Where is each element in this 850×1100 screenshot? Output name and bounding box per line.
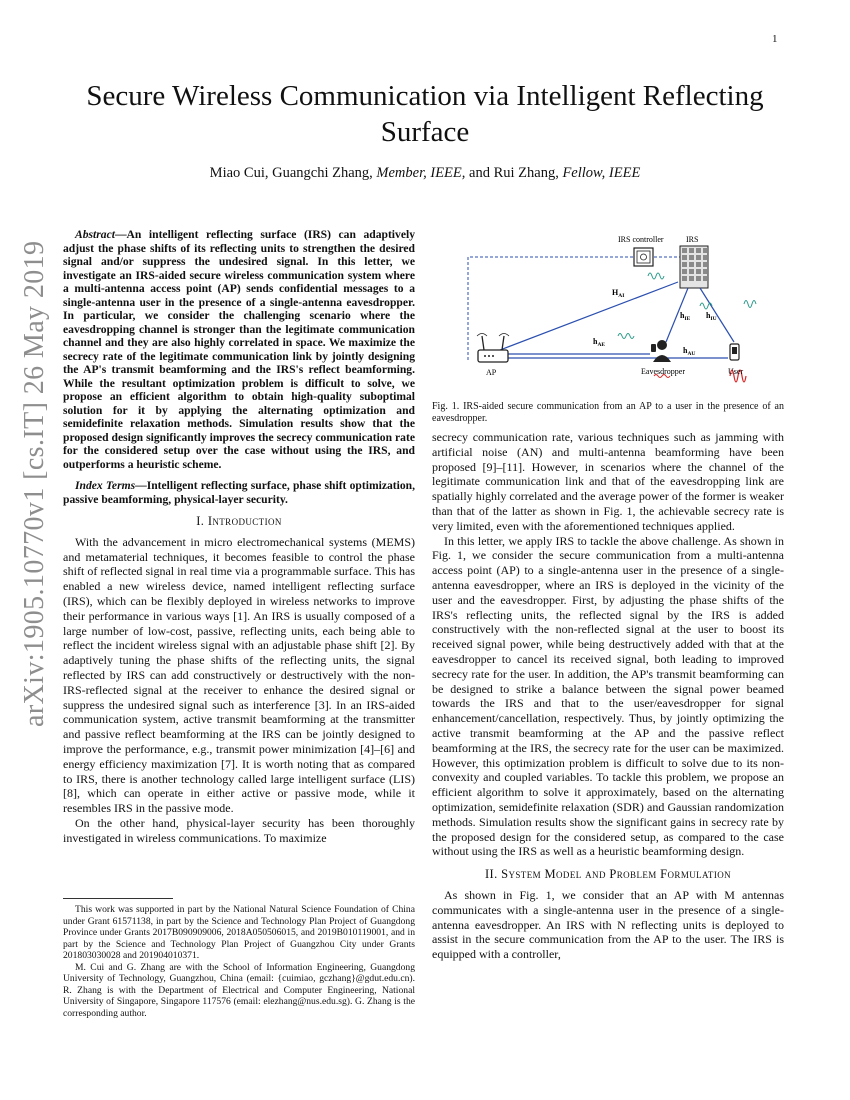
- right-column: [432, 430, 784, 962]
- system-model-paragraph-1: As shown in Fig. 1, we consider that an AP with M antennas communicates with a single-antenna user in the presence of a single-antenna eavesdropper. An IRS with N reflecting units is deployed to assist in the secure communication from the AP to the user. The IRS is equipped with a controller,: [432, 887, 784, 962]
- user-label: User: [728, 367, 744, 376]
- intro-paragraph-2-start: On the other hand, physical-layer security has been thoroughly investigated in wireless communications. To maximize: [63, 815, 415, 845]
- index-terms: [63, 479, 415, 506]
- abstract-text: —An intelligent reflecting surface (IRS) can adaptively adjust the phase shifts of its reflecting units to strengthen the desired signal and/or suppress the undesired signal. In this letter, we investigate an IRS-aided secure wireless communication system where a multi-antenna access point (AP) sends confidential messages to a single-antenna user in the presence of a single-antenna eavesdropper. In particular, we consider the challenging scenario where the eavesdropping channel is stronger than the legitimate communication channel and they are also highly correlated in space. We maximize the secrecy rate of the legitimate communication link by jointly designing the AP's transmit beamforming and the IRS's reflect beamforming. While the resultant optimization problem is difficult to solve, we propose an efficient algorithm to obtain high-quality suboptimal solution for it by applying the alternating optimization and semidefinite relaxation methods. Simulation results show that the proposed design significantly improves the secrecy communication rate for the considered setup over the case without using the IRS, and outperforms a heuristic scheme.: [63, 228, 415, 471]
- author-role-2: Fellow, IEEE: [562, 165, 641, 181]
- footnote-affiliations: M. Cui and G. Zhang are with the School of Information Engineering, Guangdong University of Technology, Guangzhou, China (email: {cuimiao, gczhang}@gdut.edu.cn). R. Zhang is with the Department of Electrical and Computer Engineering, National University of Singapore, Singapore 117576 (email: elezhang@nus.edu.sg). G. Zhang is the corresponding author.: [63, 961, 415, 1019]
- footnote-funding: This work was supported in part by the National Natural Science Foundation of China under Grant 61571138, in part by the Science and Technology Plan Project of Guangdong Province under Grants 2017B090909006, 2018A050506015, and 2019B010119001, and in part by the Science and Technology Plan Project of Guangzhou City under Grants 201803030028 and 201904010371.: [63, 904, 415, 961]
- label-h-iu: $h_{IU}$: [706, 311, 717, 322]
- index-terms-label: Index Terms: [75, 479, 136, 492]
- eavesdropper-icon: [651, 340, 671, 362]
- authors: [60, 165, 790, 182]
- intro-paragraph-3: In this letter, we apply IRS to tackle the above challenge. As shown in Fig. 1, we consider the secure communication from a multi-antenna access point (AP) to a single-antenna user in the presence of a single-antenna eavesdropper, where an IRS is deployed in the vicinity of the user and the eavesdropper. First, by adjusting the phase shifts of the IRS's reflecting units, the reflected signal by the IRS is added constructively with the non-reflected signal at the user to boost its received signal power, while being destructively added with that at the eavesdropper to cancel its received signal, both leading to improved secrecy rate for the user. In addition, the AP's transmit beamforming can be designed to strike a balance between the signal power beamed towards the IRS and that to the user/eavesdropper for signal enhancement/cancellation, respectively. Thus, by jointly optimizing the active transmit beamforming at the AP and the passive reflect beamforming at the IRS, the secrecy rate for the user can be maximized. However, this optimization problem is difficult to solve due to its non-convexity and coupled variables. To tackle this problem, we propose an efficient algorithm to solve it approximately, based on the alternating optimization, semidefinite relaxation (SDR) and Gaussian randomization methods. Simulation results show the significant gains in secrecy rate by the proposed design for the considered setup, as compared to the case without using the IRS as well as a heuristic beamforming design.: [432, 533, 784, 859]
- section-heading-introduction: I. Introduction: [196, 514, 282, 528]
- eavesdropper-label: Eavesdropper: [641, 367, 685, 376]
- left-column: [63, 228, 415, 846]
- ap-label: AP: [486, 368, 497, 377]
- irs-panel-icon: [680, 246, 708, 288]
- label-h-ie: $h_{IE}$: [680, 311, 691, 322]
- page-number: 1: [772, 33, 778, 45]
- signal-wave-icon: [744, 301, 756, 308]
- section-heading-system-model: II. System Model and Problem Formulation: [484, 867, 732, 882]
- label-h-ai: $H_{AI}$: [612, 288, 625, 299]
- channel-irs-eavesdropper: [666, 288, 688, 342]
- author-names-2: and Rui Zhang,: [469, 165, 559, 181]
- irs-controller-label: IRS controller: [618, 235, 664, 244]
- intro-paragraph-2-continued: secrecy communication rate, various techniques such as jamming with artificial noise (AN) and multi-antenna beamforming have been proposed [9]–[11]. However, in scenarios where the channel of the legitimate communication link and that of the eavesdropping link are spatially highly correlated and the average power of the former is weaker than that of the latter as shown in Fig. 1, the achievable secrecy rate is very limited, even with the aforementioned techniques applied.: [432, 430, 784, 533]
- signal-wave-icon: [618, 334, 634, 339]
- irs-label: IRS: [686, 235, 699, 244]
- label-h-au: $h_{AU}$: [683, 346, 696, 357]
- abstract: [63, 228, 415, 471]
- figure-1-diagram: [458, 232, 788, 394]
- footnotes: [63, 904, 415, 1019]
- user-phone-icon: [730, 344, 739, 360]
- intro-paragraph-1: With the advancement in micro electromechanical systems (MEMS) and metamaterial techniques, it becomes feasible to control the phase shift of reflected signal in real time via a programmable surface. This has enabled a new wireless device, named intelligent reflecting surface (IRS), which can be flexibly deployed in wireless networks to improve their performance in various ways [1]. An IRS is usually composed of a large number of low-cost, passive, reflecting units, each being able to reflect the incident wireless signal with an adjustable phase shift [2]. By adaptively tuning the phase shifts of the reflecting units, the signal reflected by IRS can add constructively or destructively with the non-IRS-reflected signal at the receiver to enhance the desired signal or suppress the undesired signal such as interference [3]. In an IRS-aided communication system, active transmit beamforming at the transmitter and passive reflect beamforming at the IRS can be jointly designed to improve the performance, e.g., transmit power minimization [4]–[6] and energy efficiency maximization [7]. It is worth noting that as compared to IRS, there is another technology called large intelligent surface (LIS) [8], which can operate in either active or passive mode, while it resembles IRS in the passive mode.: [63, 534, 415, 816]
- channel-ap-irs: [500, 282, 678, 350]
- signal-wave-icon: [648, 273, 664, 279]
- arxiv-stamp: arXiv:1905.10770v1 [cs.IT] 26 May 2019: [19, 240, 50, 727]
- abstract-label: Abstract: [75, 228, 115, 241]
- paper-title: Secure Wireless Communication via Intelligent Reflecting Surface: [86, 80, 764, 148]
- author-role-1: Member, IEEE,: [376, 165, 466, 181]
- ap-router-icon: [477, 334, 509, 363]
- label-h-ae: $h_{AE}$: [593, 337, 606, 348]
- index-terms-text: —Intelligent reflecting surface, phase shift optimization, passive beamforming, physical-layer security.: [63, 479, 415, 506]
- footnote-rule: [63, 898, 173, 899]
- author-names-1: Miao Cui, Guangchi Zhang,: [209, 165, 373, 181]
- figure-caption: Fig. 1. IRS-aided secure communication from an AP to a user in the presence of an eavesdropper.: [432, 401, 784, 424]
- controller-icon: [634, 248, 653, 266]
